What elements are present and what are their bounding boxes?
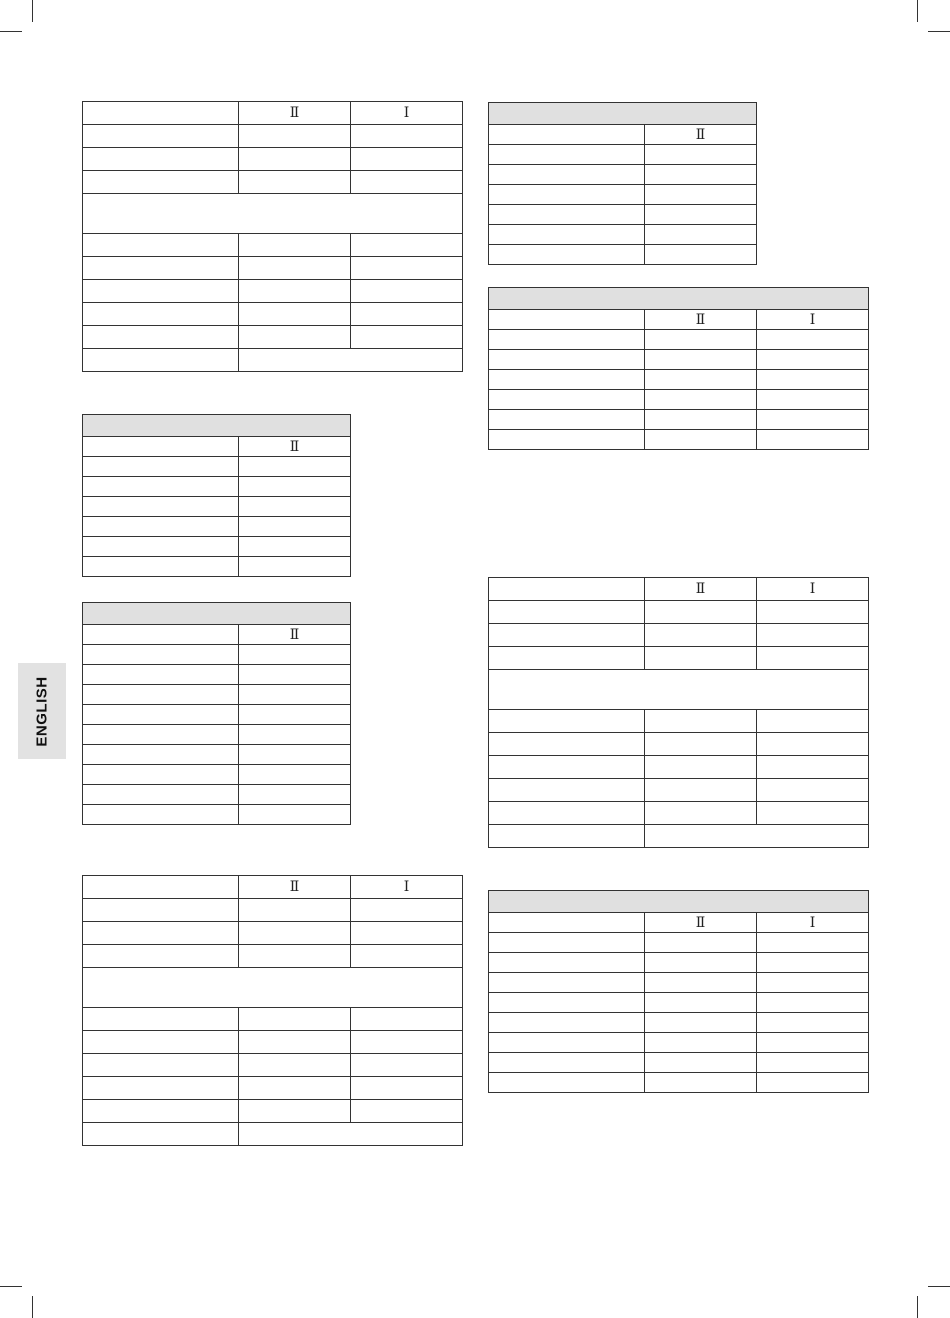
level-two-symbol: Ⅱ	[645, 913, 757, 933]
table-header-row	[83, 625, 351, 645]
table-row	[489, 1033, 869, 1053]
table-row	[489, 185, 757, 205]
table-row	[83, 326, 463, 349]
table-row	[83, 497, 351, 517]
level-two-symbol: Ⅱ	[239, 625, 351, 645]
table-row	[489, 390, 869, 410]
language-label: ENGLISH	[33, 675, 51, 747]
table-title-row	[489, 288, 869, 310]
crop-mark	[0, 31, 22, 32]
table-row	[489, 710, 869, 733]
table-row	[489, 330, 869, 350]
table-row	[489, 1053, 869, 1073]
table-row	[83, 922, 463, 945]
table-row	[83, 945, 463, 968]
level-two-symbol: Ⅱ	[645, 310, 757, 330]
table-d	[82, 875, 463, 1146]
table-header-row	[83, 876, 463, 899]
table-row	[83, 645, 351, 665]
table-row	[489, 245, 757, 265]
table-row	[489, 145, 757, 165]
level-two-symbol: Ⅱ	[239, 876, 351, 899]
table-row	[83, 899, 463, 922]
table-b	[82, 414, 351, 577]
table-title-row	[83, 415, 351, 437]
level-one-symbol: Ⅰ	[757, 913, 869, 933]
level-two-symbol: Ⅱ	[645, 125, 757, 145]
table-row	[83, 171, 463, 194]
crop-mark	[917, 1296, 918, 1318]
table-row	[489, 953, 869, 973]
table-row	[489, 225, 757, 245]
crop-mark	[917, 0, 918, 22]
level-two-symbol: Ⅱ	[239, 437, 351, 457]
table-e	[488, 102, 757, 265]
table-header-row	[83, 102, 463, 125]
table-row	[489, 733, 869, 756]
table-title-row	[83, 603, 351, 625]
table-row	[83, 537, 351, 557]
table-row	[489, 647, 869, 670]
table-row	[83, 665, 351, 685]
table-row	[83, 685, 351, 705]
table-row	[83, 303, 463, 326]
table-row	[83, 1031, 463, 1054]
table-row	[83, 517, 351, 537]
level-two-symbol: Ⅱ	[239, 102, 351, 125]
table-row	[83, 1008, 463, 1031]
table-footer-row	[83, 349, 463, 372]
table-row	[83, 1077, 463, 1100]
table-row	[489, 933, 869, 953]
table-footer-row	[83, 1123, 463, 1146]
table-f	[488, 287, 869, 450]
table-row	[83, 234, 463, 257]
crop-mark	[928, 1286, 950, 1287]
table-title-row	[489, 891, 869, 913]
table-row	[489, 350, 869, 370]
table-row	[489, 779, 869, 802]
table-row	[83, 725, 351, 745]
language-tab	[18, 663, 66, 759]
table-title-row	[489, 103, 757, 125]
table-header-row	[489, 578, 869, 601]
table-note-row	[83, 194, 463, 234]
table-header-row	[489, 125, 757, 145]
table-row	[83, 1100, 463, 1123]
table-row	[83, 477, 351, 497]
table-row	[83, 125, 463, 148]
table-row	[489, 165, 757, 185]
table-row	[83, 1054, 463, 1077]
table-g	[488, 577, 869, 848]
table-row	[489, 756, 869, 779]
table-row	[489, 802, 869, 825]
table-row	[489, 410, 869, 430]
table-row	[83, 257, 463, 280]
level-one-symbol: Ⅰ	[351, 876, 463, 899]
table-row	[489, 973, 869, 993]
table-row	[83, 457, 351, 477]
table-row	[83, 148, 463, 171]
crop-mark	[0, 1286, 22, 1287]
table-row	[83, 280, 463, 303]
table-a	[82, 101, 463, 372]
table-row	[83, 785, 351, 805]
table-row	[83, 765, 351, 785]
table-h	[488, 890, 869, 1093]
crop-mark	[32, 0, 33, 22]
level-one-symbol: Ⅰ	[351, 102, 463, 125]
table-row	[489, 430, 869, 450]
table-row	[83, 705, 351, 725]
table-header-row	[489, 310, 869, 330]
table-row	[83, 745, 351, 765]
crop-mark	[32, 1296, 33, 1318]
level-one-symbol: Ⅰ	[757, 578, 869, 601]
table-header-row	[83, 437, 351, 457]
table-row	[83, 805, 351, 825]
table-row	[489, 624, 869, 647]
table-note-row	[83, 968, 463, 1008]
level-two-symbol: Ⅱ	[645, 578, 757, 601]
table-row	[489, 1013, 869, 1033]
table-row	[489, 993, 869, 1013]
level-one-symbol: Ⅰ	[757, 310, 869, 330]
table-footer-row	[489, 825, 869, 848]
table-header-row	[489, 913, 869, 933]
table-row	[489, 601, 869, 624]
table-row	[489, 370, 869, 390]
table-row	[83, 557, 351, 577]
table-c	[82, 602, 351, 825]
crop-mark	[928, 31, 950, 32]
table-row	[489, 1073, 869, 1093]
table-row	[489, 205, 757, 225]
table-note-row	[489, 670, 869, 710]
